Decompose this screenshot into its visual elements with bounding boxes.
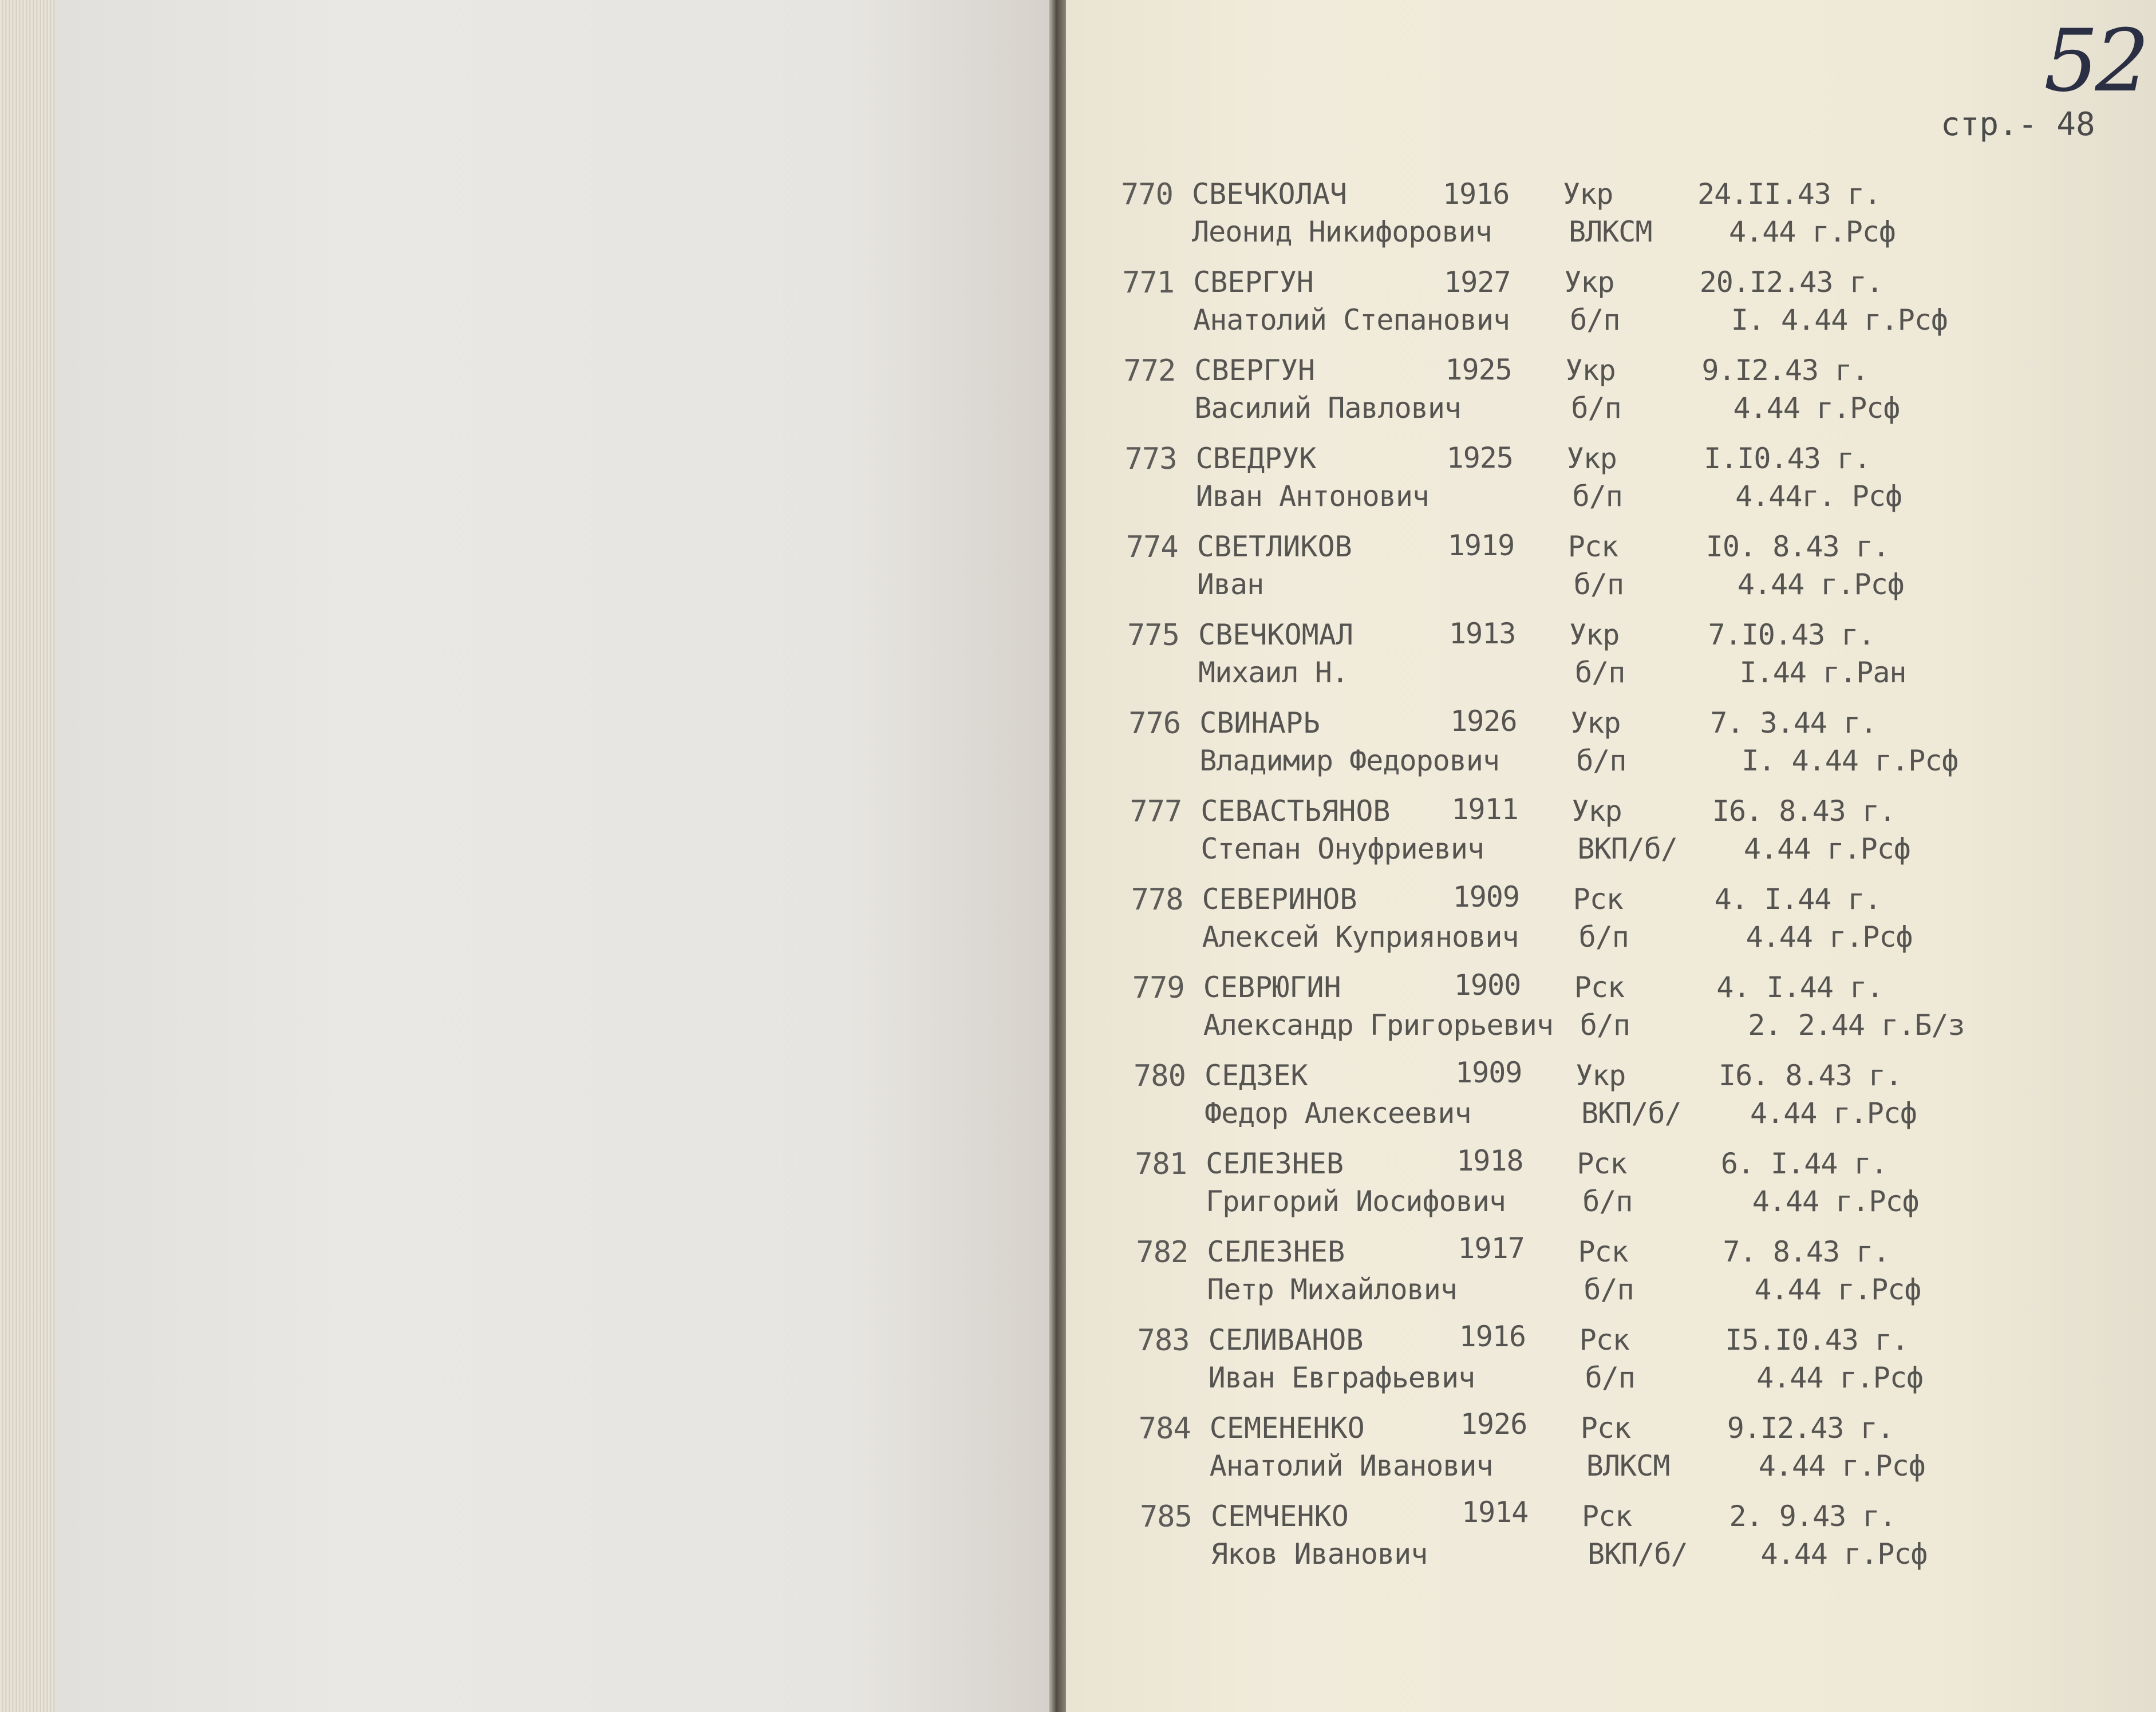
entry-party: б/п [1584, 1273, 1634, 1306]
left-page-blank [55, 0, 1049, 1712]
entry-surname: СВЕЧКОЛАЧ [1192, 177, 1347, 211]
entry-number: 774 [1126, 530, 1178, 564]
entry-number: 779 [1132, 971, 1184, 1005]
entry-nationality: Рск [1578, 1235, 1628, 1268]
entry-given-names: Анатолий Иванович [1209, 1449, 1493, 1482]
entry-nationality: Рск [1567, 530, 1618, 563]
entry-surname: СВИНАРЬ [1199, 706, 1320, 740]
entry-number: 777 [1130, 794, 1182, 829]
entry-given-names: Федор Алексеевич [1205, 1097, 1471, 1130]
entry-party: б/п [1571, 392, 1621, 425]
entry-number: 776 [1128, 706, 1181, 741]
entry-date-dispatch: 4.44 г.Рсф [1760, 1537, 1928, 1571]
entry-date-dispatch: 4.44 г.Рсф [1758, 1449, 1925, 1482]
entry-surname: СВЕРГУН [1193, 266, 1314, 299]
entry-birth-year: 1919 [1447, 529, 1515, 563]
entry-birth-year: 1926 [1450, 705, 1517, 738]
entry-date-dispatch: I. 4.44 г.Рсф [1731, 303, 1948, 337]
entry-given-names: Леонид Никифорович [1192, 215, 1492, 248]
entry-given-names: Петр Михайлович [1207, 1273, 1457, 1306]
book-gutter [1049, 0, 1066, 1712]
entry-surname: СЕДЗЕК [1205, 1059, 1308, 1092]
page-number: стр.- 48 [1941, 106, 2095, 143]
entry-date-dispatch: 4.44 г.Рсф [1754, 1273, 1921, 1306]
entry-birth-year: 1927 [1444, 265, 1511, 299]
entry-given-names: Анатолий Степанович [1193, 303, 1510, 337]
entry-birth-year: 1926 [1460, 1407, 1527, 1441]
entry-birth-year: 1925 [1446, 441, 1514, 475]
entry-birth-year: 1916 [1459, 1319, 1526, 1353]
entry-given-names: Владимир Федорович [1199, 744, 1500, 777]
entry-date-call: 2. 9.43 г. [1729, 1500, 1896, 1533]
entry-date-call: 20.I2.43 г. [1699, 266, 1883, 299]
entry-party: б/п [1580, 1009, 1630, 1042]
entry-given-names: Иван Евграфьевич [1208, 1361, 1475, 1394]
entry-surname: СЕМЕНЕНКО [1209, 1411, 1365, 1445]
entry-given-names: Михаил Н. [1198, 656, 1348, 689]
entry-nationality: Укр [1575, 1059, 1626, 1092]
entry-given-names: Иван Антонович [1195, 480, 1430, 513]
entry-date-call: 9.I2.43 г. [1727, 1411, 1894, 1445]
entry-surname: СЕВЕРИНОВ [1202, 883, 1357, 916]
entry-given-names: Иван [1197, 568, 1264, 601]
entry-date-call: I6. 8.43 г. [1712, 794, 1896, 828]
entry-given-names: Александр Григорьевич [1203, 1009, 1553, 1042]
entry-party: б/п [1585, 1361, 1635, 1394]
entry-party: ВЛКСМ [1569, 215, 1652, 248]
entry-nationality: Рск [1577, 1147, 1627, 1180]
entry-date-call: 9.I2.43 г. [1701, 354, 1869, 387]
entry-party: ВКП/б/ [1577, 832, 1678, 865]
entry-surname: СВЕЧКОМАЛ [1198, 618, 1353, 651]
entry-party: б/п [1570, 303, 1620, 337]
entry-nationality: Укр [1571, 794, 1622, 828]
entry-date-dispatch: 4.44 г.Рсф [1733, 392, 1900, 425]
entry-nationality: Укр [1569, 618, 1620, 651]
entry-surname: СЕЛИВАНОВ [1208, 1323, 1364, 1357]
entry-number: 781 [1135, 1147, 1187, 1181]
entry-number: 773 [1124, 442, 1177, 476]
entry-date-call: 24.II.43 г. [1697, 177, 1881, 211]
entry-party: б/п [1572, 480, 1622, 513]
entry-party: б/п [1575, 656, 1625, 689]
entry-party: ВКП/б/ [1588, 1537, 1688, 1571]
entry-date-dispatch: 4.44 г.Рсф [1729, 215, 1896, 248]
entry-number: 775 [1127, 618, 1179, 653]
entry-given-names: Степан Онуфриевич [1201, 832, 1484, 865]
entry-surname: СЕЛЕЗНЕВ [1206, 1147, 1344, 1180]
entry-nationality: Рск [1573, 883, 1623, 916]
entry-date-call: 4. I.44 г. [1716, 971, 1883, 1004]
page-stack-edge [0, 0, 56, 1712]
entry-birth-year: 1900 [1454, 968, 1521, 1002]
entry-date-call: I0. 8.43 г. [1705, 530, 1889, 563]
entry-nationality: Рск [1580, 1411, 1631, 1445]
entry-given-names: Григорий Иосифович [1206, 1185, 1506, 1218]
entry-date-dispatch: 4.44г. Рсф [1735, 480, 1902, 513]
entry-party: ВЛКСМ [1586, 1449, 1670, 1482]
entry-party: ВКП/б/ [1581, 1097, 1681, 1130]
entry-birth-year: 1909 [1452, 880, 1520, 914]
entry-date-call: I5.I0.43 г. [1725, 1323, 1909, 1357]
entry-date-dispatch: 4.44 г.Рсф [1746, 920, 1913, 954]
entry-birth-year: 1925 [1445, 353, 1512, 387]
entry-number: 770 [1121, 177, 1173, 212]
entry-nationality: Рск [1579, 1323, 1629, 1357]
entry-given-names: Алексей Куприянович [1202, 920, 1519, 954]
entry-birth-year: 1909 [1455, 1056, 1522, 1090]
entry-number: 772 [1123, 354, 1176, 388]
entry-nationality: Укр [1570, 706, 1621, 740]
entry-number: 784 [1138, 1411, 1191, 1446]
entry-number: 780 [1134, 1059, 1186, 1093]
entry-party: б/п [1576, 744, 1626, 777]
entry-date-call: 7. 8.43 г. [1723, 1235, 1890, 1268]
entry-party: б/п [1578, 920, 1629, 954]
entry-surname: СЕМЧЕНКО [1211, 1500, 1349, 1533]
entry-date-call: 4. I.44 г. [1714, 883, 1881, 916]
entry-date-call: 7.I0.43 г. [1708, 618, 1875, 651]
entry-date-dispatch: 4.44 г.Рсф [1743, 832, 1910, 865]
folio-number: 52 [2044, 11, 2146, 111]
entry-number: 783 [1137, 1323, 1190, 1358]
entry-date-dispatch: 2. 2.44 г.Б/з [1748, 1009, 1965, 1042]
entry-party: б/п [1573, 568, 1624, 601]
entry-nationality: Рск [1582, 1500, 1632, 1533]
entry-birth-year: 1917 [1458, 1232, 1525, 1266]
entry-number: 782 [1136, 1235, 1188, 1270]
entry-nationality: Укр [1566, 442, 1617, 475]
entry-date-call: I6. 8.43 г. [1719, 1059, 1902, 1092]
entry-birth-year: 1914 [1462, 1495, 1529, 1529]
entry-date-call: 6. I.44 г. [1720, 1147, 1888, 1180]
entry-date-call: 7. 3.44 г. [1710, 706, 1877, 740]
entry-nationality: Укр [1565, 354, 1616, 387]
entry-number: 778 [1131, 883, 1183, 917]
entry-birth-year: 1916 [1443, 177, 1510, 211]
entry-nationality: Рск [1574, 971, 1625, 1004]
entry-date-dispatch: I. 4.44 г.Рсф [1742, 744, 1958, 777]
entry-date-call: I.I0.43 г. [1704, 442, 1871, 475]
entry-birth-year: 1913 [1449, 616, 1516, 650]
entry-surname: СВЕТЛИКОВ [1197, 530, 1352, 563]
entry-surname: СЕВРЮГИН [1203, 971, 1341, 1004]
entry-surname: СЕВАСТЬЯНОВ [1201, 794, 1391, 828]
entry-date-dispatch: 4.44 г.Рсф [1756, 1361, 1924, 1394]
entry-date-dispatch: 4.44 г.Рсф [1752, 1185, 1919, 1218]
entry-nationality: Укр [1563, 177, 1613, 211]
entry-birth-year: 1911 [1451, 792, 1518, 826]
entry-given-names: Василий Павлович [1194, 392, 1462, 425]
entry-number: 771 [1122, 266, 1175, 300]
entry-surname: СВЕДРУК [1195, 442, 1317, 475]
entry-date-dispatch: 4.44 г.Рсф [1750, 1097, 1917, 1130]
entry-surname: СЕЛЕЗНЕВ [1207, 1235, 1345, 1268]
entry-number: 785 [1140, 1500, 1192, 1534]
entry-date-dispatch: 4.44 г.Рсф [1737, 568, 1904, 601]
entry-given-names: Яков Иванович [1211, 1537, 1428, 1571]
entry-date-dispatch: I.44 г.Ран [1739, 656, 1906, 689]
entry-birth-year: 1918 [1456, 1144, 1523, 1177]
entry-nationality: Укр [1564, 266, 1614, 299]
entry-surname: СВЕРГУН [1194, 354, 1316, 387]
entry-party: б/п [1582, 1185, 1633, 1218]
